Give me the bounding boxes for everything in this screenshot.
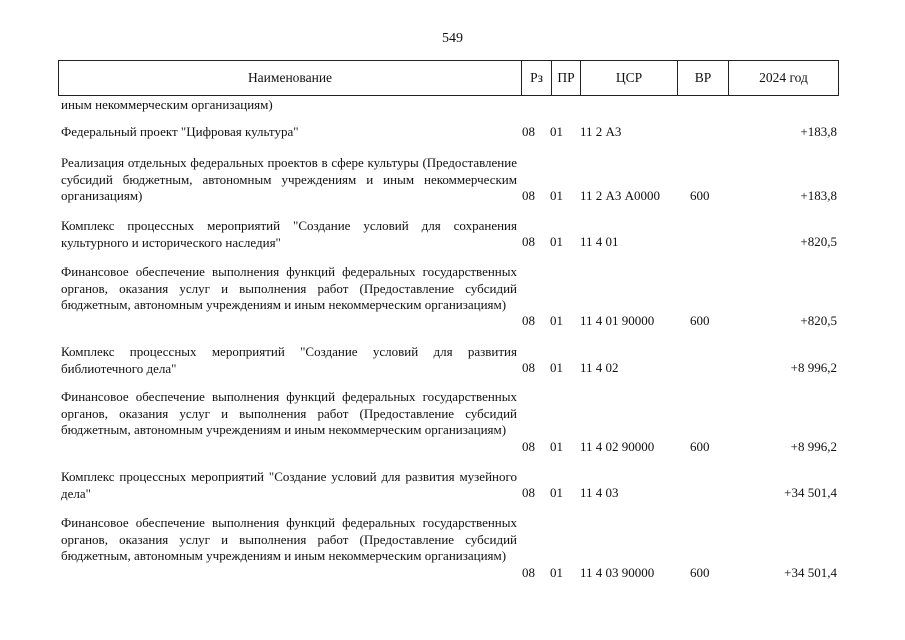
row-csr: 11 2 А3 А0000 xyxy=(580,188,661,203)
row-rz: 08 xyxy=(522,565,535,580)
header-pr: ПР xyxy=(557,70,575,85)
row-name: Комплекс процессных мероприятий "Создание условий для развития библиотечного дела" xyxy=(61,344,517,376)
row-csr: 11 2 А3 xyxy=(580,124,622,139)
row-pr: 01 xyxy=(550,188,563,203)
header-name: Наименование xyxy=(247,70,333,85)
header-rz: Рз xyxy=(530,70,543,85)
row-rz: 08 xyxy=(522,313,535,328)
row-name: Финансовое обеспечение выполнения функций федеральных государственных органов, оказания услуг и выполнения работ (Предоставление субсидий бюджетным, автономным учреждениям и иным некоммерческим организациям) xyxy=(61,389,517,437)
row-amount: +8 996,2 xyxy=(790,360,837,375)
row-amount: +183,8 xyxy=(800,124,837,139)
row-name: Комплекс процессных мероприятий "Создание условий для развития музейного дела" xyxy=(61,469,517,501)
row-csr: 11 4 02 xyxy=(580,360,619,375)
row-pr: 01 xyxy=(550,565,563,580)
row-rz: 08 xyxy=(522,234,535,249)
row-rz: 08 xyxy=(522,485,535,500)
row-csr: 11 4 01 xyxy=(580,234,619,249)
row-amount: +820,5 xyxy=(800,234,837,249)
row-name: Федеральный проект "Цифровая культура" xyxy=(61,124,299,139)
row-name: Реализация отдельных федеральных проектов в сфере культуры (Предоставление субсидий бюджетным, автономным учреждениям и иным некоммерческим организациям) xyxy=(61,155,517,203)
row-vr: 600 xyxy=(690,439,710,454)
row-amount: +34 501,4 xyxy=(784,485,837,500)
row-pr: 01 xyxy=(550,485,563,500)
row-rz: 08 xyxy=(522,188,535,203)
row-pr: 01 xyxy=(550,313,563,328)
row-vr: 600 xyxy=(690,313,710,328)
row-name: Финансовое обеспечение выполнения функций федеральных государственных органов, оказания услуг и выполнения работ (Предоставление субсидий бюджетным, автономным учреждениям и иным некоммерческим организациям) xyxy=(61,515,517,563)
row-csr: 11 4 02 90000 xyxy=(580,439,655,454)
row-pr: 01 xyxy=(550,439,563,454)
header-csr: ЦСР xyxy=(615,70,643,85)
row-amount: +183,8 xyxy=(800,188,837,203)
row-csr: 11 4 01 90000 xyxy=(580,313,655,328)
header-year: 2024 год xyxy=(759,70,808,85)
row-rz: 08 xyxy=(522,360,535,375)
row-amount: +820,5 xyxy=(800,313,837,328)
row-amount: +34 501,4 xyxy=(784,565,837,580)
row-vr: 600 xyxy=(690,188,710,203)
row-pr: 01 xyxy=(550,124,563,139)
row-pr: 01 xyxy=(550,234,563,249)
row-rz: 08 xyxy=(522,124,535,139)
row-name: Комплекс процессных мероприятий "Создание условий для сохранения культурного и исторического наследия" xyxy=(61,218,517,250)
row-vr: 600 xyxy=(690,565,710,580)
row-name: иным некоммерческим организациям) xyxy=(61,97,273,112)
row-csr: 11 4 03 xyxy=(580,485,619,500)
row-name: Финансовое обеспечение выполнения функций федеральных государственных органов, оказания услуг и выполнения работ (Предоставление субсидий бюджетным, автономным учреждениям и иным некоммерческим организациям) xyxy=(61,264,517,312)
row-csr: 11 4 03 90000 xyxy=(580,565,655,580)
row-pr: 01 xyxy=(550,360,563,375)
row-amount: +8 996,2 xyxy=(790,439,837,454)
table-header xyxy=(58,60,839,96)
header-vr: ВР xyxy=(694,70,712,85)
page-number: 549 xyxy=(442,31,463,46)
row-rz: 08 xyxy=(522,439,535,454)
